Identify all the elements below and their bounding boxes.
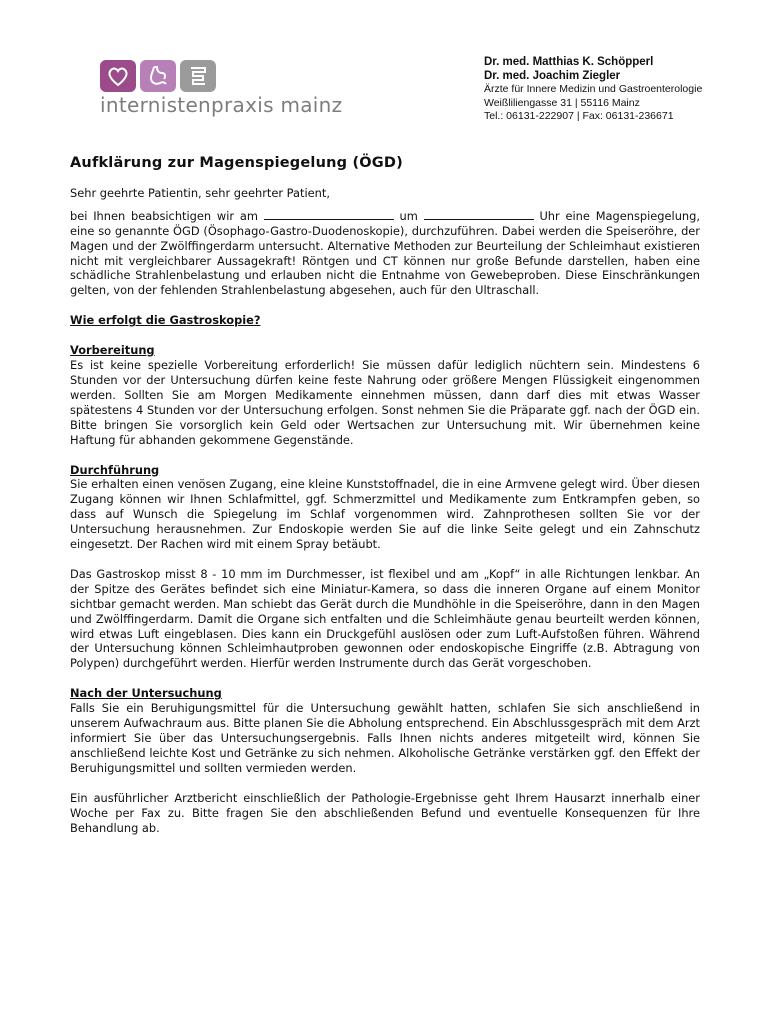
intro-part-3: Uhr eine Magenspiegelung, eine so genannte ÖGD (Ösophago-Gastro-Duodenoskopie), durchzuführen. Dabei werden die Speiseröhre, der Magen und der Zwölffingerdarm untersucht. Alternative Methoden zur Beurteilung der Schleimhaut existieren nicht mit vergleichbarer Aussagekraft! Röntgen und CT können nur große Befunde darstellen, haben eine schädliche Strahlenbelastung und erlauben nicht die Entnahme von Gewebeproben. Diese Einschränkungen gelten, von der fehlenden Strahlenbelastung abgesehen, auch für den Ultraschall. [70, 208, 700, 298]
time-blank [424, 209, 534, 220]
intro-part-1: bei Ihnen beabsichtigen wir am [70, 208, 258, 223]
intestine-icon [180, 60, 216, 92]
practice-logo [100, 60, 342, 117]
preparation-heading: Vorbereitung [70, 343, 155, 358]
procedure-text-2: Das Gastroskop misst 8 - 10 mm im Durchmesser, ist flexibel und am „Kopf“ in alle Richtungen lenkbar. An der Spitze des Gerätes befindet sich eine Miniatur-Kamera, so dass die inneren Organe auf einem Monitor sichtbar gemacht werden. Man schiebt das Gerät durch die Mundhöhle in die Speiseröhre, dann in den Magen und Zwölffingerdarm. Damit die Organe sich entfalten und die Schleimhäute genau beurteilt werden können, wird etwas Luft eingeblasen. Dies kann ein Druckgefühl auslösen oder zum Luft-Aufstoßen führen. Während der Untersuchung können Schleimhautproben gewonnen oder endoskopische Eingriffe (z.B. Abtragung von Polypen) durchgeführt werden. Hierfür werden Instrumente durch das Gerät vorgeschoben. [70, 566, 700, 671]
doctor-name-1: Dr. med. Matthias K. Schöpperl [484, 56, 654, 68]
specialty: Ärzte für Innere Medizin und Gastroenterologie [484, 83, 703, 95]
section-gastroscopy [70, 313, 700, 328]
stomach-icon [140, 60, 176, 92]
section-procedure [70, 463, 700, 672]
procedure-text-1: Sie erhalten einen venösen Zugang, eine kleine Kunststoffnadel, die in eine Armvene gelegt wird. Über diesen Zugang können wir Ihnen Schlafmittel, ggf. Schmerzmittel und Medikamente zum Entkrampfen geben, so dass auf Wunsch die Spiegelung im Schlaf vorgenommen wird. Zahnprothesen sollten Sie vor der Untersuchung herausnehmen. Zur Endoskopie werden Sie auf die linke Seite gelegt und ein Zahnschutz eingesetzt. Der Rachen wird mit einem Spray betäubt. [70, 477, 700, 552]
practice-contact [484, 55, 702, 124]
date-blank [264, 209, 394, 220]
doctor-name-2: Dr. med. Joachim Ziegler [484, 70, 621, 82]
section-heading: Wie erfolgt die Gastroskopie? [70, 313, 261, 328]
after-heading: Nach der Untersuchung [70, 686, 222, 701]
procedure-heading: Durchführung [70, 462, 160, 477]
heart-icon [100, 60, 136, 92]
preparation-text: Es ist keine spezielle Vorbereitung erforderlich! Sie müssen dafür lediglich nüchtern sein. Mindestens 6 Stunden vor der Untersuchung dürfen keine feste Nahrung oder größere Mengen Flüssigkeit eingenommen werden. Sollten Sie am Morgen Medikamente einnehmen müssen, dann darf dies mit etwas Wasser spätestens 4 Stunden vor der Untersuchung erfolgen. Sonst nehmen Sie die Präparate ggf. nach der ÖGD ein. Bitte bringen Sie vorsorglich kein Geld oder Wertsachen zur Untersuchung mit. Wir übernehmen keine Haftung für abhanden gekommene Gegenstände. [70, 358, 700, 447]
address: Weißliliengasse 31 | 55116 Mainz [484, 96, 640, 109]
logo-text: internistenpraxis mainz [100, 93, 343, 117]
after-text: Falls Sie ein Beruhigungsmittel für die Untersuchung gewählt hatten, schlafen Sie sich anschließend in unserem Aufwachraum aus. Bitte planen Sie die Abholung entsprechend. Ein Abschlussgespräch mit dem Arzt informiert Sie über das Untersuchungsergebnis. Falls Ihnen nichts anderes mitgeteilt wird, können Sie anschließend leichte Kost und Getränke zu sich nehmen. Alkoholische Getränke verstärken ggf. den Effekt der Beruhigungsmittel und sollten vermieden werden. [70, 701, 700, 775]
phone-fax: Tel.: 06131-222907 | Fax: 06131-236671 [484, 110, 674, 122]
page-title: Aufklärung zur Magenspiegelung (ÖGD) [70, 155, 403, 171]
closing-paragraph: Ein ausführlicher Arztbericht einschließlich der Pathologie-Ergebnisse geht Ihrem Hausarzt innerhalb einer Woche per Fax zu. Bitte fragen Sie den abschließenden Befund und eventuelle Konsequenzen für Ihre Behandlung ab. [70, 790, 700, 835]
logo-icons [100, 60, 342, 92]
section-after [70, 686, 700, 775]
salutation: Sehr geehrte Patientin, sehr geehrter Patient, [70, 185, 330, 200]
intro-paragraph [70, 209, 700, 298]
document-body [70, 156, 700, 835]
section-preparation [70, 343, 700, 447]
intro-part-2: um [399, 208, 418, 223]
